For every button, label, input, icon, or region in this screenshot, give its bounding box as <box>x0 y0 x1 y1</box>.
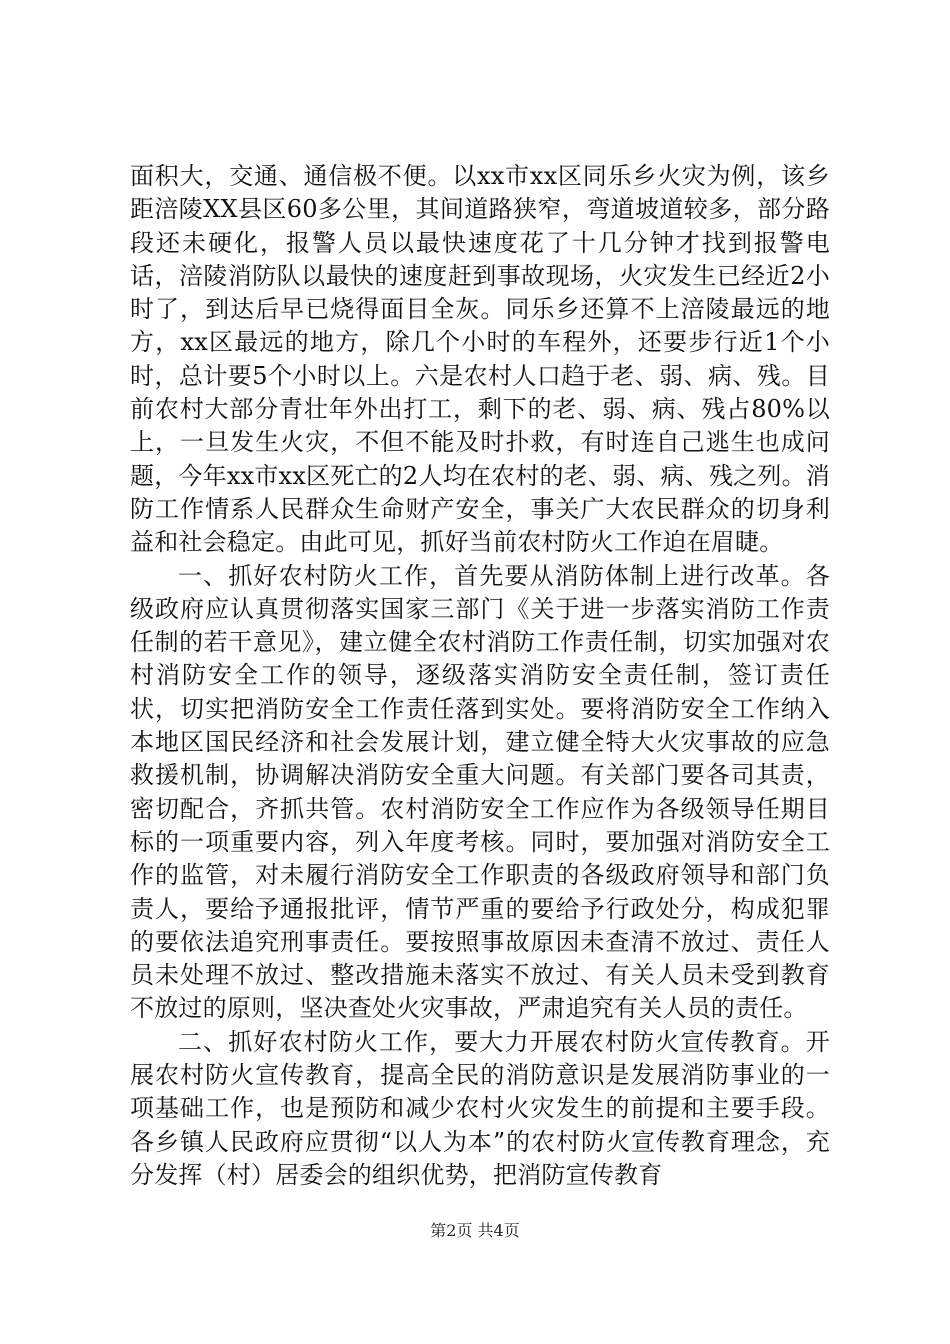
paragraph-section-two: 二、抓好农村防火工作，要大力开展农村防火宣传教育。开展农村防火宣传教育，提高全民的消防意识是发展消防事业的一项基础工作，也是预防和减少农村火灾发生的前提和主要手段。各乡镇人民政府应贯彻“以人为本”的农村防火宣传教育理念，充分发挥（村）居委会的组织优势，把消防宣传教育 <box>130 1027 830 1189</box>
page-number-footer: 第2页 共4页 <box>430 1221 520 1240</box>
paragraph-continuation: 面积大，交通、通信极不便。以xx市xx区同乐乡火灾为例，该乡距涪陵XX县区60多公里，其间道路狭窄，弯道坡道较多，部分路段还未硬化，报警人员以最快速度花了十几分钟才找到报警电话，涪陵消防队以最快的速度赶到事故现场，火灾发生已经近2小时了，到达后早已烧得面目全灰。同乐乡还算不上涪陵最远的地方，xx区最远的地方，除几个小时的车程外，还要步行近1个小时，总计要5个小时以上。六是农村人口趋于老、弱、病、残。目前农村大部分青壮年外出打工，剩下的老、弱、病、残占80%以上，一旦发生火灾，不但不能及时扑救，有时连自己逃生也成问题，今年xx市xx区死亡的2人均在农村的老、弱、病、残之列。消防工作情系人民群众生命财产安全，事关广大农民群众的切身利益和社会稳定。由此可见，抓好当前农村防火工作迫在眉睫。 <box>130 162 830 557</box>
paragraph-section-one: 一、抓好农村防火工作，首先要从消防体制上进行改革。各级政府应认真贯彻落实国家三部门《关于进一步落实消防工作责任制的若干意见》，建立健全农村消防工作责任制，切实加强对农村消防安全工作的领导，逐级落实消防安全责任制，签订责任状，切实把消防安全工作责任落到实处。要将消防安全工作纳入本地区国民经济和社会发展计划，建立健全特大火灾事故的应急救援机制，协调解决消防安全重大问题。有关部门要各司其责，密切配合，齐抓共管。农村消防安全工作应作为各级领导任期目标的一项重要内容，列入年度考核。同时，要加强对消防安全工作的监管，对未履行消防安全工作职责的各级政府领导和部门负责人，要给予通报批评，情节严重的要给予行政处分，构成犯罪的要依法追究刑事责任。要按照事故原因未查清不放过、责任人员未处理不放过、整改措施未落实不放过、有关人员未受到教育不放过的原则，坚决查处火灾事故，严肃追究有关人员的责任。 <box>130 561 830 1023</box>
body-text <box>130 160 830 1192</box>
